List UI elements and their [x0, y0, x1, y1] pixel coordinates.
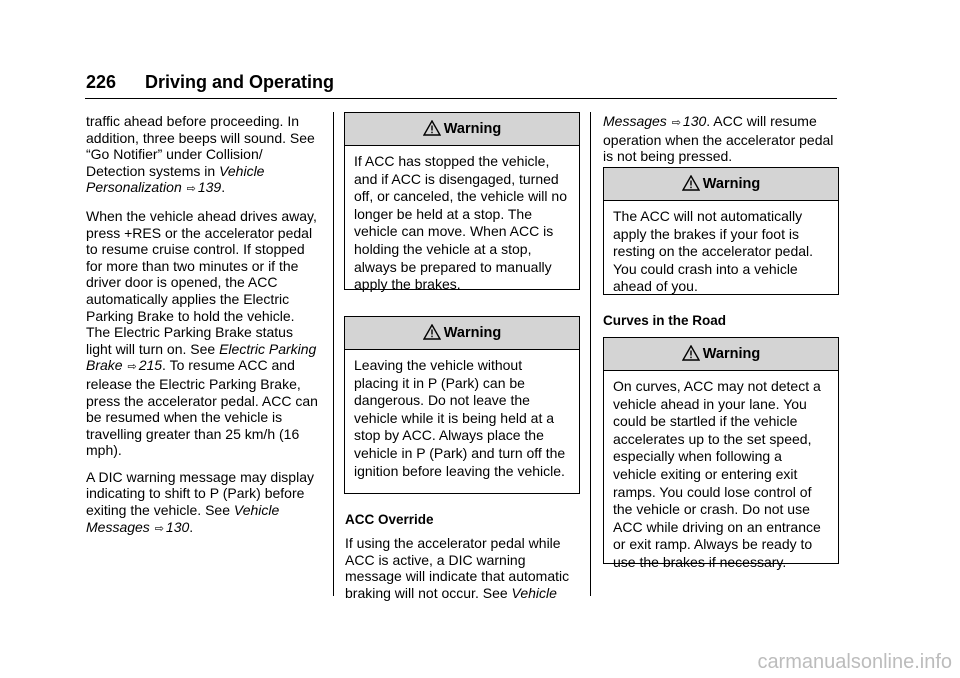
- paragraph: When the vehicle ahead drives away, press +RES or the accelerator pedal to resume cruise control. If stopped for more than two minutes or if the driver door is opened, the ACC automatically applies the Electric Parking Brake to hold the vehicle. The Electric Parking Brake status light will turn on. See Electric Parking Brake ⇨ 215. To resume ACC and release the Electric Parking Brake, press the accelerator pedal. ACC can be resumed when the vehicle is travelling greater than 25 km/h (16 mph).: [86, 207, 318, 459]
- continuation-paragraph: Messages ⇨ 130. ACC will resume operation when the accelerator pedal is not being pressed.: [603, 113, 834, 165]
- subheading-curves-in-road: Curves in the Road: [603, 313, 727, 328]
- cross-reference-link[interactable]: Vehicle Personalization: [86, 162, 265, 196]
- warning-triangle-icon: [423, 324, 441, 340]
- warning-text: The ACC will not automatically apply the brakes if your foot is resting on the accelerator pedal. You could crash into a vehicle ahead of you.: [613, 208, 814, 295]
- page-reference[interactable]: 215: [138, 357, 163, 374]
- warning-triangle-icon: [682, 345, 700, 361]
- cross-reference-link[interactable]: Electric Parking Brake: [86, 340, 317, 374]
- warning-box: [603, 167, 839, 295]
- column-divider: [333, 112, 334, 596]
- page-reference[interactable]: 130: [165, 518, 190, 535]
- warning-text: On curves, ACC may not detect a vehicle ahead in your lane. You could be startled if the vehicle accelerates up to the set speed, especially when following a vehicle exiting or entering exit ramps. You could lose control of the vehicle or crash. Do not use ACC while driving on an entrance or exit ramp. Always be ready to use the brakes if necessary.: [613, 378, 821, 570]
- warning-box: [603, 337, 839, 570]
- warning-triangle-icon: [682, 175, 700, 191]
- page-ref-arrow-icon: ⇨: [671, 117, 681, 129]
- warning-text: If ACC has stopped the vehicle, and if ACC is disengaged, turned off, or canceled, the vehicle will no longer be held at a stop. The vehicle can move. When ACC is holding the vehicle at a stop, always be prepared to manually apply the brakes.: [354, 153, 567, 293]
- page-ref-arrow-icon: ⇨: [154, 522, 164, 535]
- page-ref-arrow-icon: ⇨: [186, 183, 196, 196]
- page-header: [85, 72, 837, 99]
- paragraph: A DIC warning message may display indicating to shift to P (Park) before exiting the vehicle. See Vehicle Messages ⇨ 130.: [86, 468, 314, 535]
- column-1: [86, 113, 322, 547]
- page-reference[interactable]: 130: [682, 113, 707, 129]
- warning-text: Leaving the vehicle without placing it in P (Park) can be dangerous. Do not leave the vehicle while it is being held at a stop by ACC. Always place the vehicle in P (Park) and turn off the ignition before leaving the vehicle.: [354, 357, 566, 479]
- warning-box: [344, 112, 580, 293]
- warning-header: Warning: [604, 338, 838, 371]
- warning-header: Warning: [345, 113, 579, 146]
- cross-reference-link[interactable]: Vehicle Messages: [86, 502, 280, 535]
- page-ref-arrow-icon: ⇨: [127, 361, 137, 374]
- page-number: 226: [86, 72, 117, 92]
- watermark-footer: carmanualsonline.info: [757, 651, 952, 673]
- warning-header: Warning: [604, 168, 838, 201]
- warning-box: [344, 316, 580, 494]
- warning-header: Warning: [345, 317, 579, 350]
- cross-reference-link[interactable]: Vehicle: [511, 584, 557, 601]
- override-paragraph: If using the accelerator pedal while ACC is active, a DIC warning message will indicate that automatic braking will not occur. See Vehicle: [345, 535, 570, 601]
- column-divider: [590, 112, 591, 596]
- subheading-acc-override: ACC Override: [345, 512, 434, 527]
- page-reference[interactable]: 139: [197, 179, 222, 196]
- cross-reference-link[interactable]: Messages: [603, 113, 667, 129]
- warning-triangle-icon: [423, 120, 441, 136]
- section-title: Driving and Operating: [145, 72, 335, 92]
- paragraph: traffic ahead before proceeding. In addition, three beeps will sound. See “Go Notifier” under Collision/ Detection systems in Vehicle Personalization ⇨ 139.: [86, 113, 315, 196]
